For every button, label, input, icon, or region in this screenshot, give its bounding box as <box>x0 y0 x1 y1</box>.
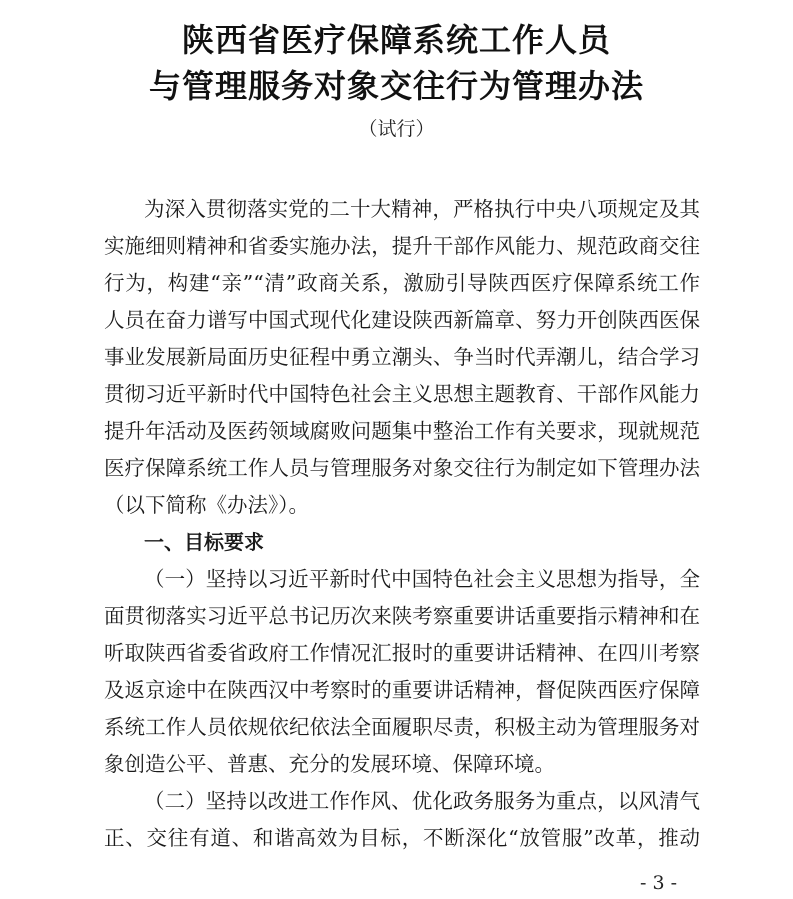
paragraph-2-line-4: 及返京途中在陕西汉中考察时的重要讲话精神，督促陕西医疗保障 <box>104 678 700 702</box>
paragraph-3-line-1: （二）坚持以改进工作作风、优化政务服务为重点，以风清气 <box>144 789 700 813</box>
paragraph-1-line-6: 贯彻习近平新时代中国特色社会主义思想主题教育、干部作风能力 <box>104 382 700 406</box>
paragraph-1-line-2: 实施细则精神和省委实施办法，提升干部作风能力、规范政商交往 <box>104 234 700 258</box>
paragraph-3-line-2: 正、交往有道、和谐高效为目标，不断深化“放管服”改革，推动 <box>104 826 700 850</box>
paragraph-1-line-7: 提升年活动及医药领域腐败问题集中整治工作有关要求，现就规范 <box>104 419 700 443</box>
paragraph-2-line-2: 面贯彻落实习近平总书记历次来陕考察重要讲话重要指示精神和在 <box>104 604 700 628</box>
page-number: - 3 - <box>640 872 678 894</box>
paragraph-2-line-1: （一）坚持以习近平新时代中国特色社会主义思想为指导，全 <box>144 567 700 591</box>
paragraph-1-line-9: （以下简称《办法》）。 <box>104 493 309 517</box>
paragraph-2-line-5: 系统工作人员依规依纪依法全面履职尽责，积极主动为管理服务对 <box>104 715 700 739</box>
document-title-line-2: 与管理服务对象交往行为管理办法 <box>148 67 644 105</box>
paragraph-1-line-5: 事业发展新局面历史征程中勇立潮头、争当时代弄潮儿，结合学习 <box>104 345 700 369</box>
paragraph-1-line-8: 医疗保障系统工作人员与管理服务对象交往行为制定如下管理办法 <box>104 456 700 480</box>
paragraph-1-line-3: 行为，构建“亲”“清”政商关系，激励引导陕西医疗保障系统工作 <box>104 271 700 295</box>
paragraph-2-line-3: 听取陕西省委省政府工作情况汇报时的重要讲话精神、在四川考察 <box>104 641 700 665</box>
document-title-line-1: 陕西省医疗保障系统工作人员 <box>181 21 611 59</box>
document-subtitle: （试行） <box>358 118 435 140</box>
paragraph-2-line-6: 象创造公平、普惠、充分的发展环境、保障环境。 <box>104 752 555 776</box>
section-heading-1: 一、目标要求 <box>144 530 264 554</box>
paragraph-1-line-1: 为深入贯彻落实党的二十大精神，严格执行中央八项规定及其 <box>144 197 700 221</box>
paragraph-1-line-4: 人员在奋力谱写中国式现代化建设陕西新篇章、努力开创陕西医保 <box>104 308 700 332</box>
document-body <box>104 191 700 857</box>
